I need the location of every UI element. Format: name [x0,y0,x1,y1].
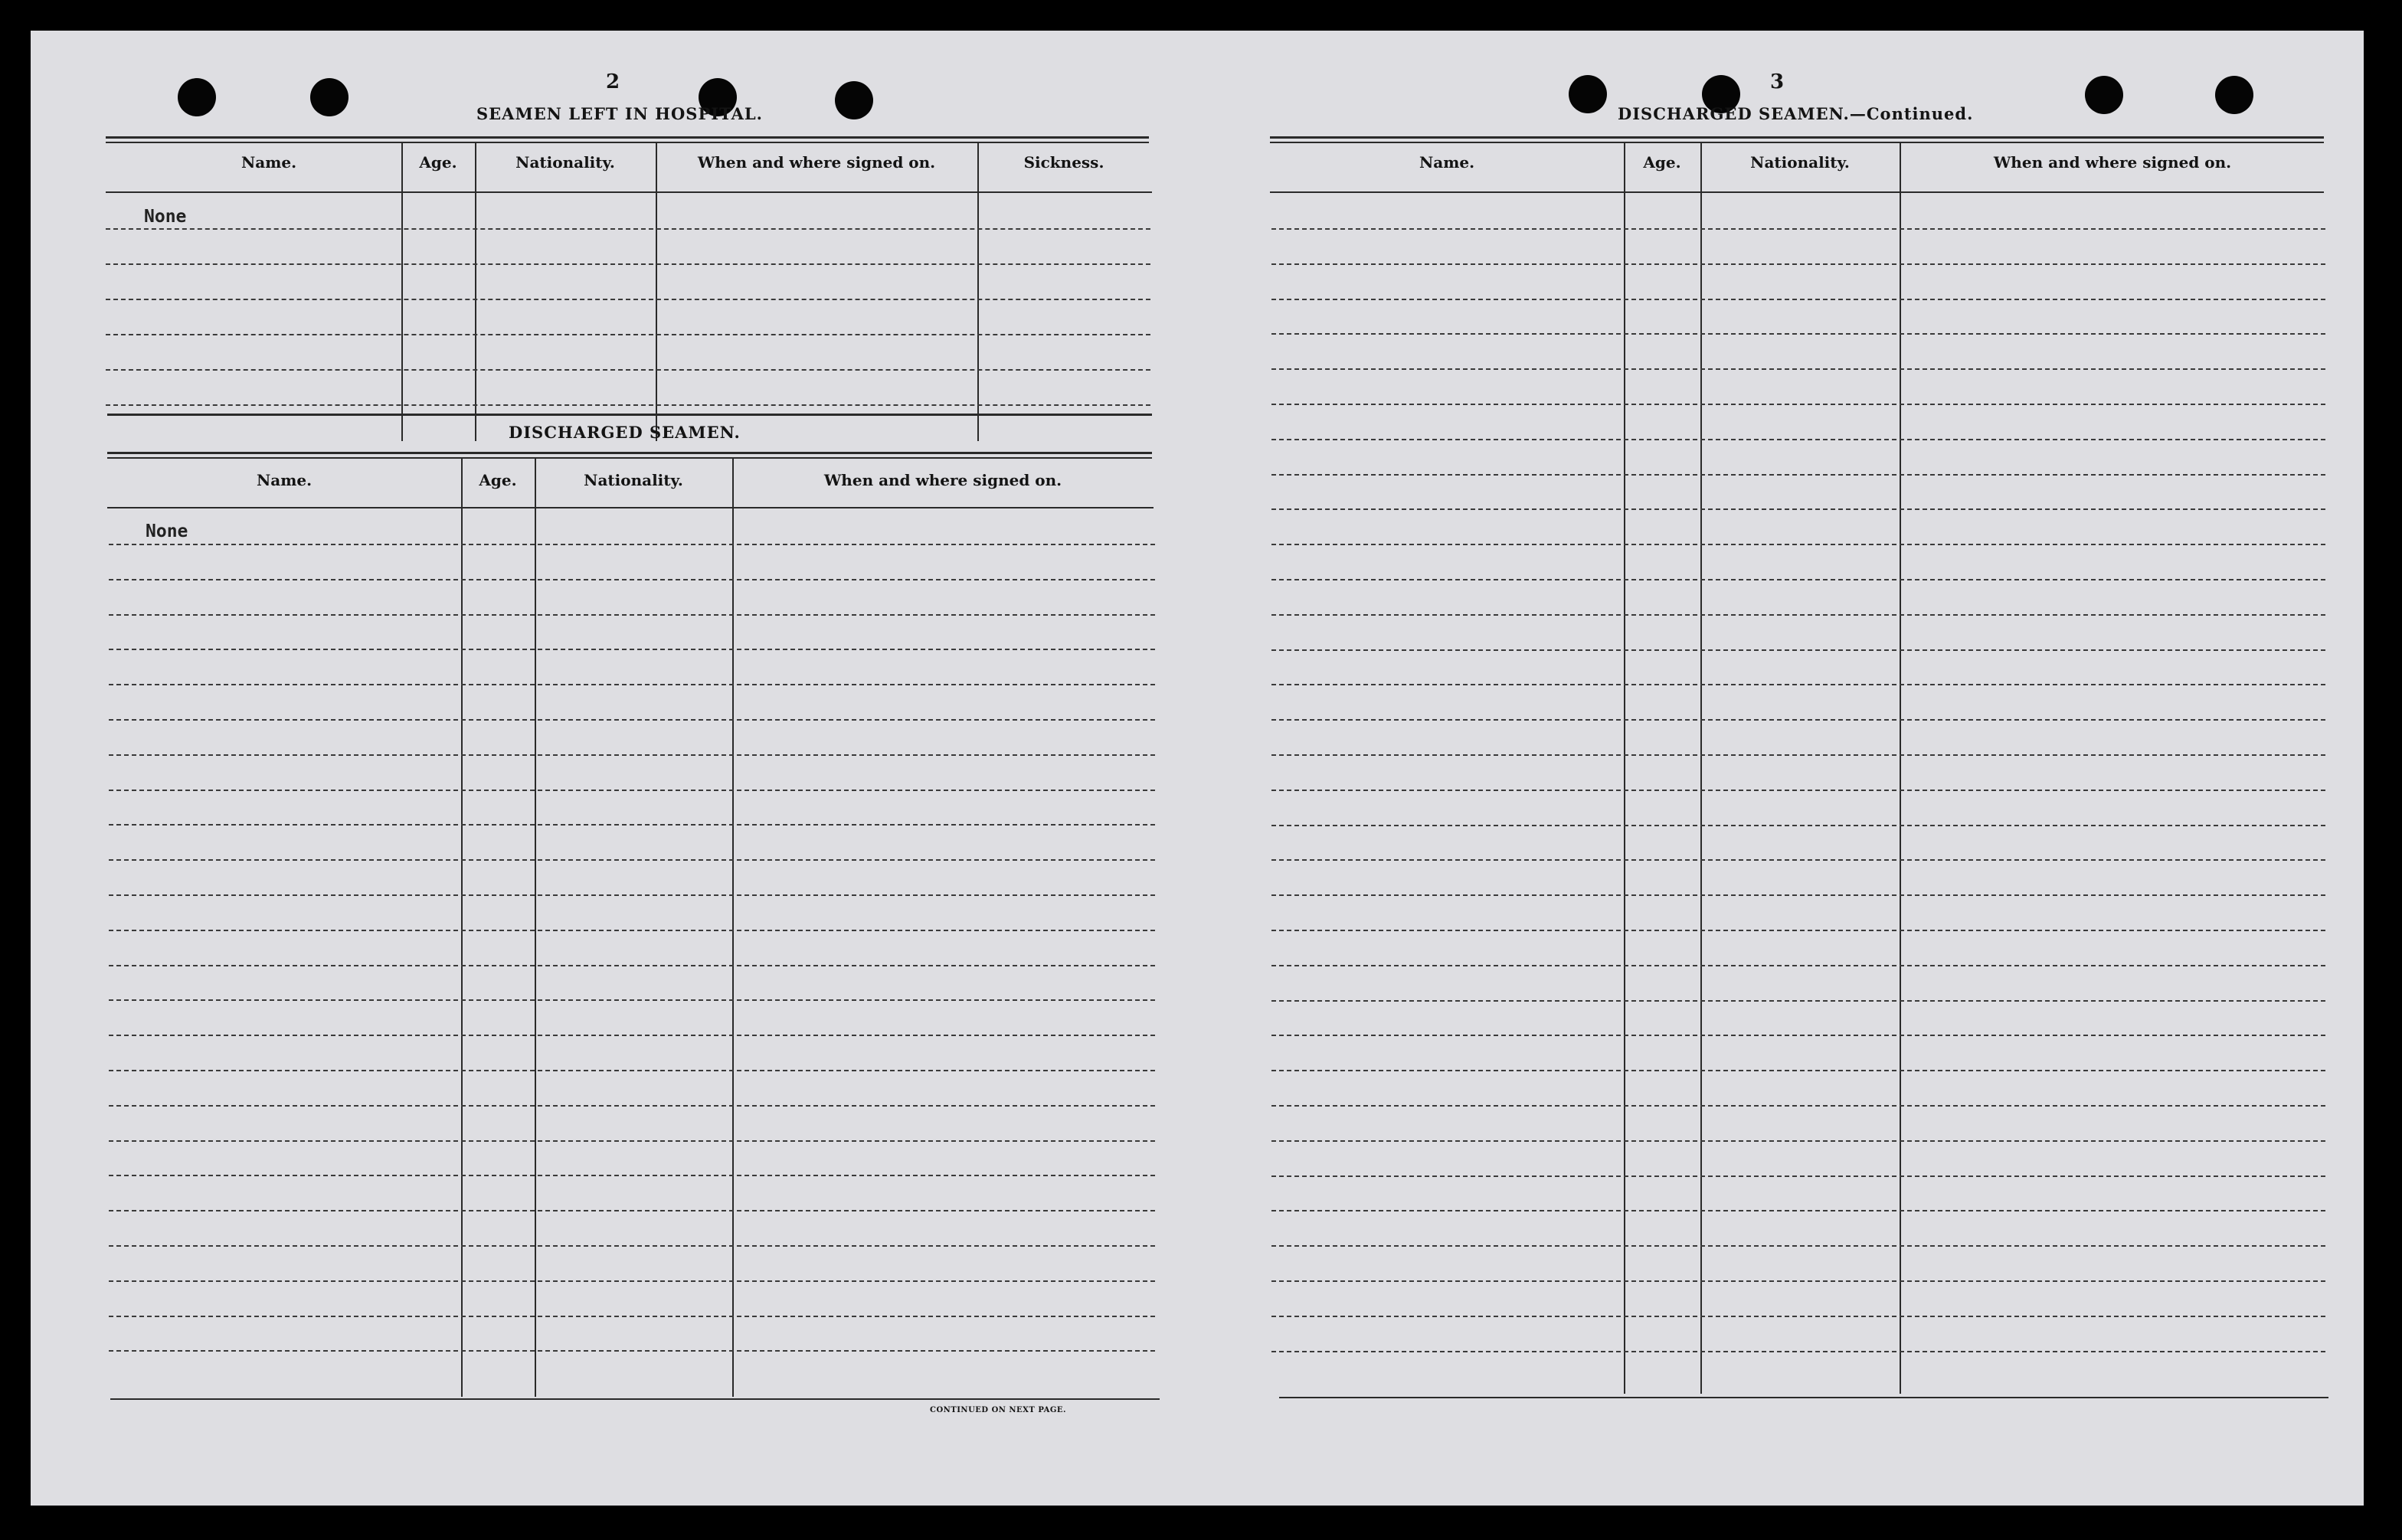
table-row-line [109,859,1155,861]
discharged-col-divider [732,458,734,1397]
table-row-line [1271,544,2325,545]
table-row-line [1271,1210,2325,1211]
hospital-entry-name: None [144,207,187,227]
discharged-col-nationality: Nationality. [584,471,683,489]
table-row-line [1271,1316,2325,1317]
hospital-row-line [106,334,1150,335]
table-row-line [1271,439,2325,440]
table-row-line [109,894,1155,896]
table-row-line [109,649,1155,650]
right-top-rule [1270,136,2324,139]
table-row-line [1271,719,2325,721]
table-row-line [109,999,1155,1001]
table-row-line [109,1350,1155,1352]
table-row-line [109,965,1155,966]
hospital-row-line [106,228,1150,230]
table-row-line [1271,930,2325,931]
table-row-line [1271,1000,2325,1002]
table-row-line [109,684,1155,685]
hospital-col-divider [977,142,979,441]
discharged-rule [107,452,1152,454]
table-row-line [109,1105,1155,1107]
table-row-line [109,1316,1155,1317]
hospital-row-line [106,299,1150,300]
table-row-line [109,1035,1155,1036]
table-row-line [1271,684,2325,685]
table-row-line [1271,649,2325,651]
table-row-line [109,1140,1155,1142]
hospital-row-line [106,263,1150,265]
table-row-line [109,1245,1155,1247]
table-row-line [1271,474,2325,476]
table-row-line [109,1175,1155,1176]
table-row-line [1271,1175,2325,1177]
punch-hole [310,78,349,116]
hospital-col-divider [656,142,657,441]
hospital-row-line [106,369,1150,371]
right-col-divider [1624,142,1625,1394]
discharged-header-bottom-rule [107,507,1154,508]
table-row-line [109,719,1155,721]
document-sheet [31,31,2364,1506]
discharged-col-divider [461,458,463,1397]
table-row-line [1271,790,2325,791]
table-row-line [1271,859,2325,861]
punch-hole [2085,76,2123,114]
hospital-col-sickness: Sickness. [1023,153,1104,172]
discharged-col-name: Name. [256,471,313,489]
discharged-col-age: Age. [479,471,517,489]
hospital-section-title: SEAMEN LEFT IN HOSPITAL. [476,104,763,123]
continued-note: CONTINUED ON NEXT PAGE. [930,1406,1067,1414]
table-row-line [109,1280,1155,1282]
table-row-line [1271,299,2325,300]
table-row-line [1271,579,2325,580]
discharged-col-signed-on: When and where signed on. [823,471,1062,489]
table-row-line [1271,825,2325,826]
table-row-line [109,790,1155,791]
table-row-line [1271,333,2325,335]
hospital-col-nationality: Nationality. [515,153,615,172]
table-row-line [109,1070,1155,1071]
hospital-col-divider [475,142,476,441]
table-row-line [109,614,1155,616]
table-row-line [1271,894,2325,896]
hospital-col-divider [401,142,403,441]
table-row-line [1271,508,2325,510]
page-number-left: 2 [605,70,620,93]
table-row-line [109,579,1155,580]
table-row-line [109,754,1155,756]
right-col-age: Age. [1643,153,1681,172]
discharged-section-title: DISCHARGED SEAMEN. [509,423,741,442]
table-row-line [109,1210,1155,1211]
table-row-line [1271,1280,2325,1282]
right-col-signed-on: When and where signed on. [1993,153,2232,172]
table-row-line [1271,368,2325,370]
right-top-rule2 [1270,142,2324,143]
right-header-bottom-rule [1270,191,2324,193]
discharged-rule2 [107,457,1152,459]
discharged-bottom-rule-left [110,1398,1160,1400]
table-row-line [1271,404,2325,405]
hospital-col-name: Name. [241,153,297,172]
hospital-table-top-rule2 [106,142,1149,143]
discharged-top-rule [107,414,1152,416]
right-bottom-rule [1279,1397,2328,1398]
punch-hole [2215,76,2253,114]
table-row-line [109,544,1155,545]
hospital-col-signed-on: When and where signed on. [697,153,936,172]
table-row-line [1271,228,2325,230]
right-col-nationality: Nationality. [1750,153,1850,172]
hospital-table-top-rule [106,136,1149,139]
table-row-line [109,824,1155,826]
punch-hole [178,78,216,116]
table-row-line [1271,1245,2325,1247]
hospital-col-age: Age. [419,153,457,172]
table-row-line [1271,1140,2325,1142]
discharged-entry-name: None [146,522,188,541]
hospital-row-line [106,404,1150,406]
table-row-line [1271,1035,2325,1036]
table-row-line [1271,263,2325,265]
table-row-line [1271,1105,2325,1107]
page-number-right: 3 [1769,70,1785,93]
table-row-line [1271,1070,2325,1071]
table-row-line [1271,965,2325,966]
table-row-line [1271,614,2325,616]
right-section-title: DISCHARGED SEAMEN.—Continued. [1618,104,1974,123]
table-row-line [1271,754,2325,756]
hospital-header-bottom-rule [106,191,1152,193]
table-row-line [109,930,1155,931]
discharged-col-divider [535,458,536,1397]
right-col-divider [1900,142,1901,1394]
right-col-name: Name. [1419,153,1475,172]
table-row-line [1271,1351,2325,1352]
punch-hole [835,81,873,119]
punch-hole [1569,75,1607,113]
right-col-divider [1700,142,1702,1394]
